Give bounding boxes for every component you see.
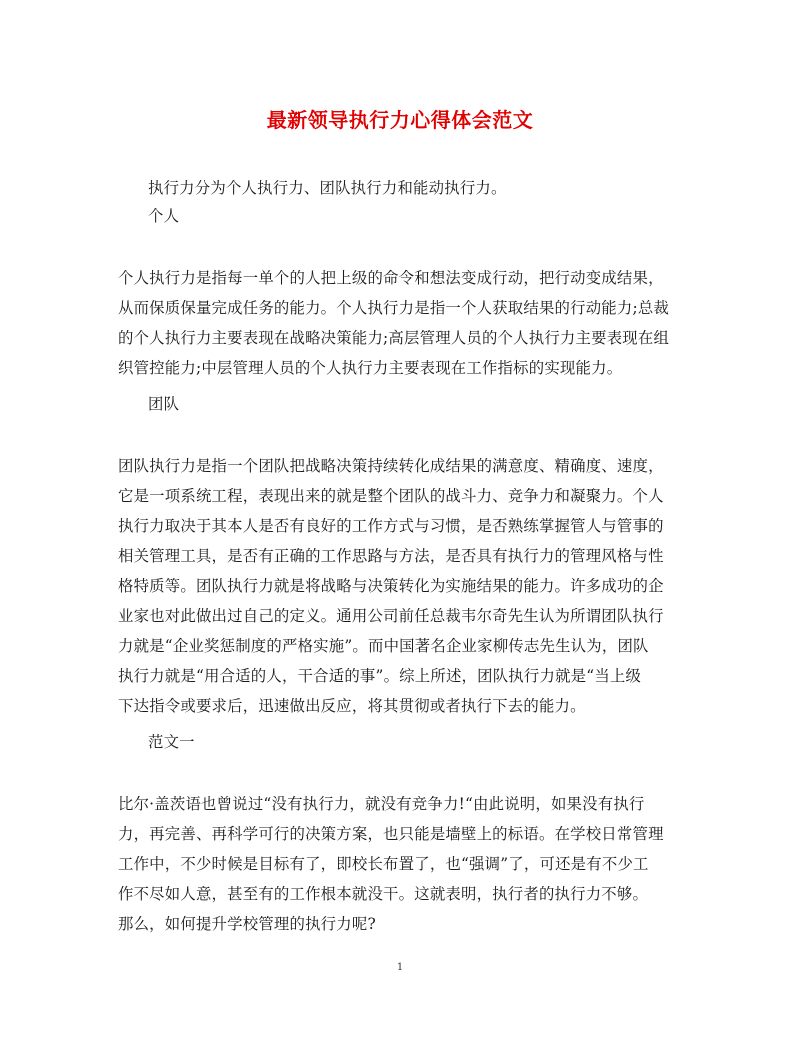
paragraph-line: 业家也对此做出过自己的定义。通用公司前任总裁韦尔奇先生认为所谓团队执行 xyxy=(118,607,664,625)
paragraph-line: 那么，如何提升学校管理的执行力呢? xyxy=(118,915,376,933)
paragraph-line: 执行力就是“用合适的人，干合适的事”。综上所述，团队执行力就是“当上级 xyxy=(118,667,642,685)
page-number: 1 xyxy=(396,962,404,973)
paragraph-line: 下达指令或要求后，迅速做出反应，将其贯彻或者执行下去的能力。 xyxy=(118,697,586,715)
paragraph-line: 力，再完善、再科学可行的决策方案，也只能是墙壁上的标语。在学校日常管理 xyxy=(118,825,664,843)
paragraph-line: 相关管理工具，是否有正确的工作思路与方法，是否具有执行力的管理风格与性 xyxy=(118,547,664,565)
section-heading-personal: 个人 xyxy=(148,207,180,225)
document-title: 最新领导执行力心得体会范文 xyxy=(266,108,534,132)
paragraph-line: 执行力取决于其本人是否有良好的工作方式与习惯，是否熟练掌握管人与管事的 xyxy=(118,517,664,535)
paragraph-line: 作不尽如人意，甚至有的工作根本就没干。这就表明，执行者的执行力不够。 xyxy=(118,885,649,903)
paragraph-line: 团队执行力是指一个团队把战略决策持续转化成结果的满意度、精确度、速度， xyxy=(118,457,664,475)
paragraph-line: 个人执行力是指每一单个的人把上级的命令和想法变成行动，把行动变成结果， xyxy=(118,269,664,287)
paragraph-line: 的个人执行力主要表现在战略决策能力;高层管理人员的个人执行力主要表现在组 xyxy=(118,329,670,347)
paragraph-line: 力就是“企业奖惩制度的严格实施”。而中国著名企业家柳传志先生认为，团队 xyxy=(118,637,649,655)
section-heading-example: 范文一 xyxy=(148,733,195,751)
paragraph-line: 织管控能力;中层管理人员的个人执行力主要表现在工作指标的实现能力。 xyxy=(118,359,623,377)
intro-paragraph: 执行力分为个人执行力、团队执行力和能动执行力。 xyxy=(148,179,507,197)
paragraph-line: 格特质等。团队执行力就是将战略与决策转化为实施结果的能力。许多成功的企 xyxy=(118,577,664,595)
paragraph-line: 它是一项系统工程，表现出来的就是整个团队的战斗力、竞争力和凝聚力。个人 xyxy=(118,487,664,505)
paragraph-line: 工作中，不少时候是目标有了，即校长布置了，也“强调”了，可还是有不少工 xyxy=(118,855,649,873)
section-heading-team: 团队 xyxy=(148,395,180,413)
paragraph-line: 比尔·盖茨语也曾说过“没有执行力，就没有竞争力!“由此说明，如果没有执行 xyxy=(118,795,645,813)
paragraph-line: 从而保质保量完成任务的能力。个人执行力是指一个人获取结果的行动能力;总裁 xyxy=(118,299,670,317)
